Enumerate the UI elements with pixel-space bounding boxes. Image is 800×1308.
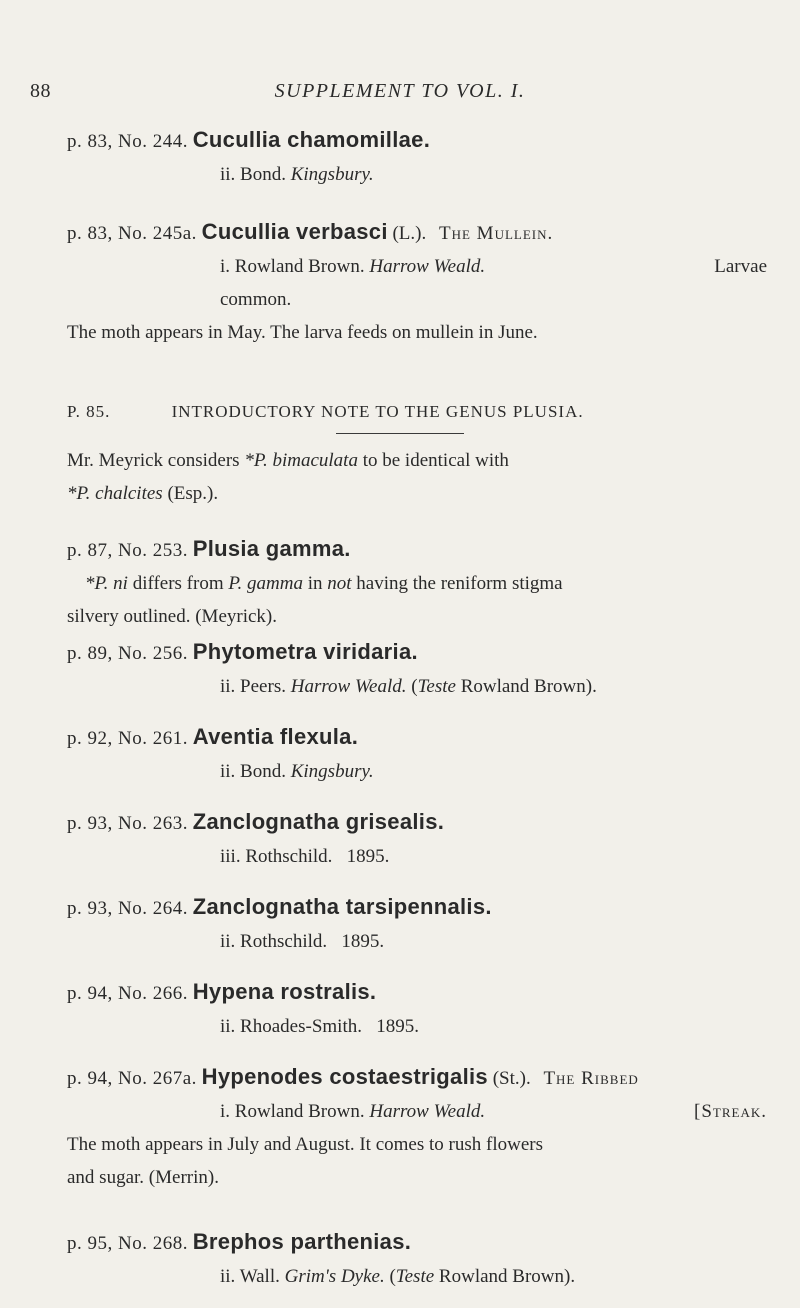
record-collector: i. Rowland Brown. bbox=[220, 1101, 365, 1122]
note-species-1: *P. ni bbox=[85, 573, 128, 594]
entry-hypena-rostralis bbox=[67, 975, 767, 1043]
note-text: in bbox=[302, 573, 328, 594]
species-name: Hypena rostralis. bbox=[192, 979, 377, 1004]
teste-label: Teste bbox=[417, 676, 456, 697]
entry-ref: p. 83, No. 245a. bbox=[67, 223, 197, 244]
entry-ref: p. 83, No. 244. bbox=[67, 131, 188, 152]
common-name-cont: [Streak. bbox=[694, 1101, 767, 1122]
entry-paragraph: The moth appears in May. The larva feeds on mullein in June. bbox=[67, 322, 538, 343]
entry-ref: p. 94, No. 266. bbox=[67, 983, 188, 1004]
entry-ref: p. 87, No. 253. bbox=[67, 540, 188, 561]
page-header bbox=[30, 80, 770, 110]
record-locality: Grim's Dyke. bbox=[284, 1266, 385, 1287]
record-locality: Kingsbury. bbox=[290, 761, 374, 782]
species-name: Cucullia chamomillae. bbox=[192, 127, 431, 152]
heading-text: INTRODUCTORY NOTE TO THE GENUS PLUSIA. bbox=[171, 402, 584, 421]
record-line: ii. Rhoades-Smith. 1895. bbox=[220, 1016, 419, 1037]
record-line: iii. Rothschild. 1895. bbox=[220, 846, 390, 867]
note-text: Mr. Meyrick considers bbox=[67, 450, 245, 471]
record-collector: i. Rowland Brown. bbox=[220, 256, 365, 277]
species-author: (St.). bbox=[492, 1068, 531, 1089]
entry-paragraph: The moth appears in July and August. It comes to rush flowers bbox=[67, 1134, 543, 1155]
running-title: SUPPLEMENT TO VOL. I. bbox=[274, 80, 526, 102]
note-text: silvery outlined. (Meyrick). bbox=[67, 606, 278, 627]
common-name: The Ribbed bbox=[543, 1068, 639, 1089]
entry-cucullia-chamomillae bbox=[67, 123, 767, 191]
note-species-1: *P. bimaculata bbox=[244, 450, 358, 471]
teste-label: Teste bbox=[395, 1266, 435, 1287]
note-text: (Esp.). bbox=[162, 483, 219, 504]
divider-rule bbox=[336, 433, 464, 434]
entry-aventia-flexula bbox=[67, 720, 767, 788]
note-text: to be identical with bbox=[357, 450, 509, 471]
note-species-2: *P. chalcites bbox=[67, 483, 163, 504]
record-locality: Harrow Weald. bbox=[369, 256, 486, 277]
note-emphasis: not bbox=[327, 573, 352, 594]
entry-ref: p. 93, No. 263. bbox=[67, 813, 188, 834]
species-name: Hypenodes costaestrigalis bbox=[201, 1064, 488, 1089]
teste-name: Rowland Brown). bbox=[438, 1266, 576, 1287]
entry-zanclognatha-tarsipennalis bbox=[67, 890, 767, 958]
entry-ref: p. 94, No. 267a. bbox=[67, 1068, 197, 1089]
species-name: Plusia gamma. bbox=[192, 536, 351, 561]
entry-ref: p. 92, No. 261. bbox=[67, 728, 188, 749]
record-collector: ii. Bond. bbox=[220, 761, 286, 782]
note-text: having the reniform stigma bbox=[351, 573, 563, 594]
species-name: Brephos parthenias. bbox=[192, 1229, 412, 1254]
page-number: 88 bbox=[30, 80, 51, 102]
entry-hypenodes-costaestrigalis bbox=[67, 1060, 767, 1194]
species-name: Phytometra viridaria. bbox=[192, 639, 418, 664]
record-note-cont: common. bbox=[220, 289, 292, 310]
genus-note-heading bbox=[67, 402, 767, 422]
entry-paragraph-cont: and sugar. (Merrin). bbox=[67, 1167, 219, 1188]
teste-name: Rowland Brown). bbox=[460, 676, 597, 697]
species-name: Zanclognatha tarsipennalis. bbox=[192, 894, 492, 919]
entry-ref: p. 95, No. 268. bbox=[67, 1233, 188, 1254]
entry-plusia-note bbox=[67, 444, 767, 510]
species-name: Cucullia verbasci bbox=[201, 219, 388, 244]
species-name: Aventia flexula. bbox=[192, 724, 359, 749]
record-collector: ii. Bond. bbox=[220, 164, 286, 185]
entry-ref: p. 93, No. 264. bbox=[67, 898, 188, 919]
entry-ref: p. 89, No. 256. bbox=[67, 643, 188, 664]
record-locality: Kingsbury. bbox=[290, 164, 374, 185]
entry-cucullia-verbasci bbox=[67, 215, 767, 349]
entry-plusia-gamma bbox=[67, 532, 767, 633]
record-collector: ii. Peers. bbox=[220, 676, 286, 697]
note-species-2: P. gamma bbox=[228, 573, 303, 594]
entry-brephos-parthenias: p. 95, No. 268. Brephos parthenias. ii. Wall. Grim's Dyke. (Teste Rowland Brown). bbox=[67, 1229, 576, 1287]
entry-ref: P. 85. bbox=[67, 402, 111, 421]
note-text: differs from bbox=[127, 573, 229, 594]
record-collector: ii. Wall. bbox=[220, 1266, 280, 1287]
common-name: The Mullein. bbox=[439, 223, 554, 244]
record-locality: Harrow Weald. bbox=[369, 1101, 486, 1122]
entry-phytometra-viridaria: p. 89, No. 256. Phytometra viridaria. ii. Peers. Harrow Weald. (Teste Rowland Brown). bbox=[67, 639, 597, 697]
record-line: ii. Rothschild. 1895. bbox=[220, 931, 385, 952]
entry-zanclognatha-grisealis bbox=[67, 805, 767, 873]
species-author: (L.). bbox=[392, 223, 427, 244]
species-name: Zanclognatha grisealis. bbox=[192, 809, 445, 834]
record-locality: Harrow Weald. bbox=[290, 676, 407, 697]
record-note: Larvae bbox=[714, 256, 767, 277]
